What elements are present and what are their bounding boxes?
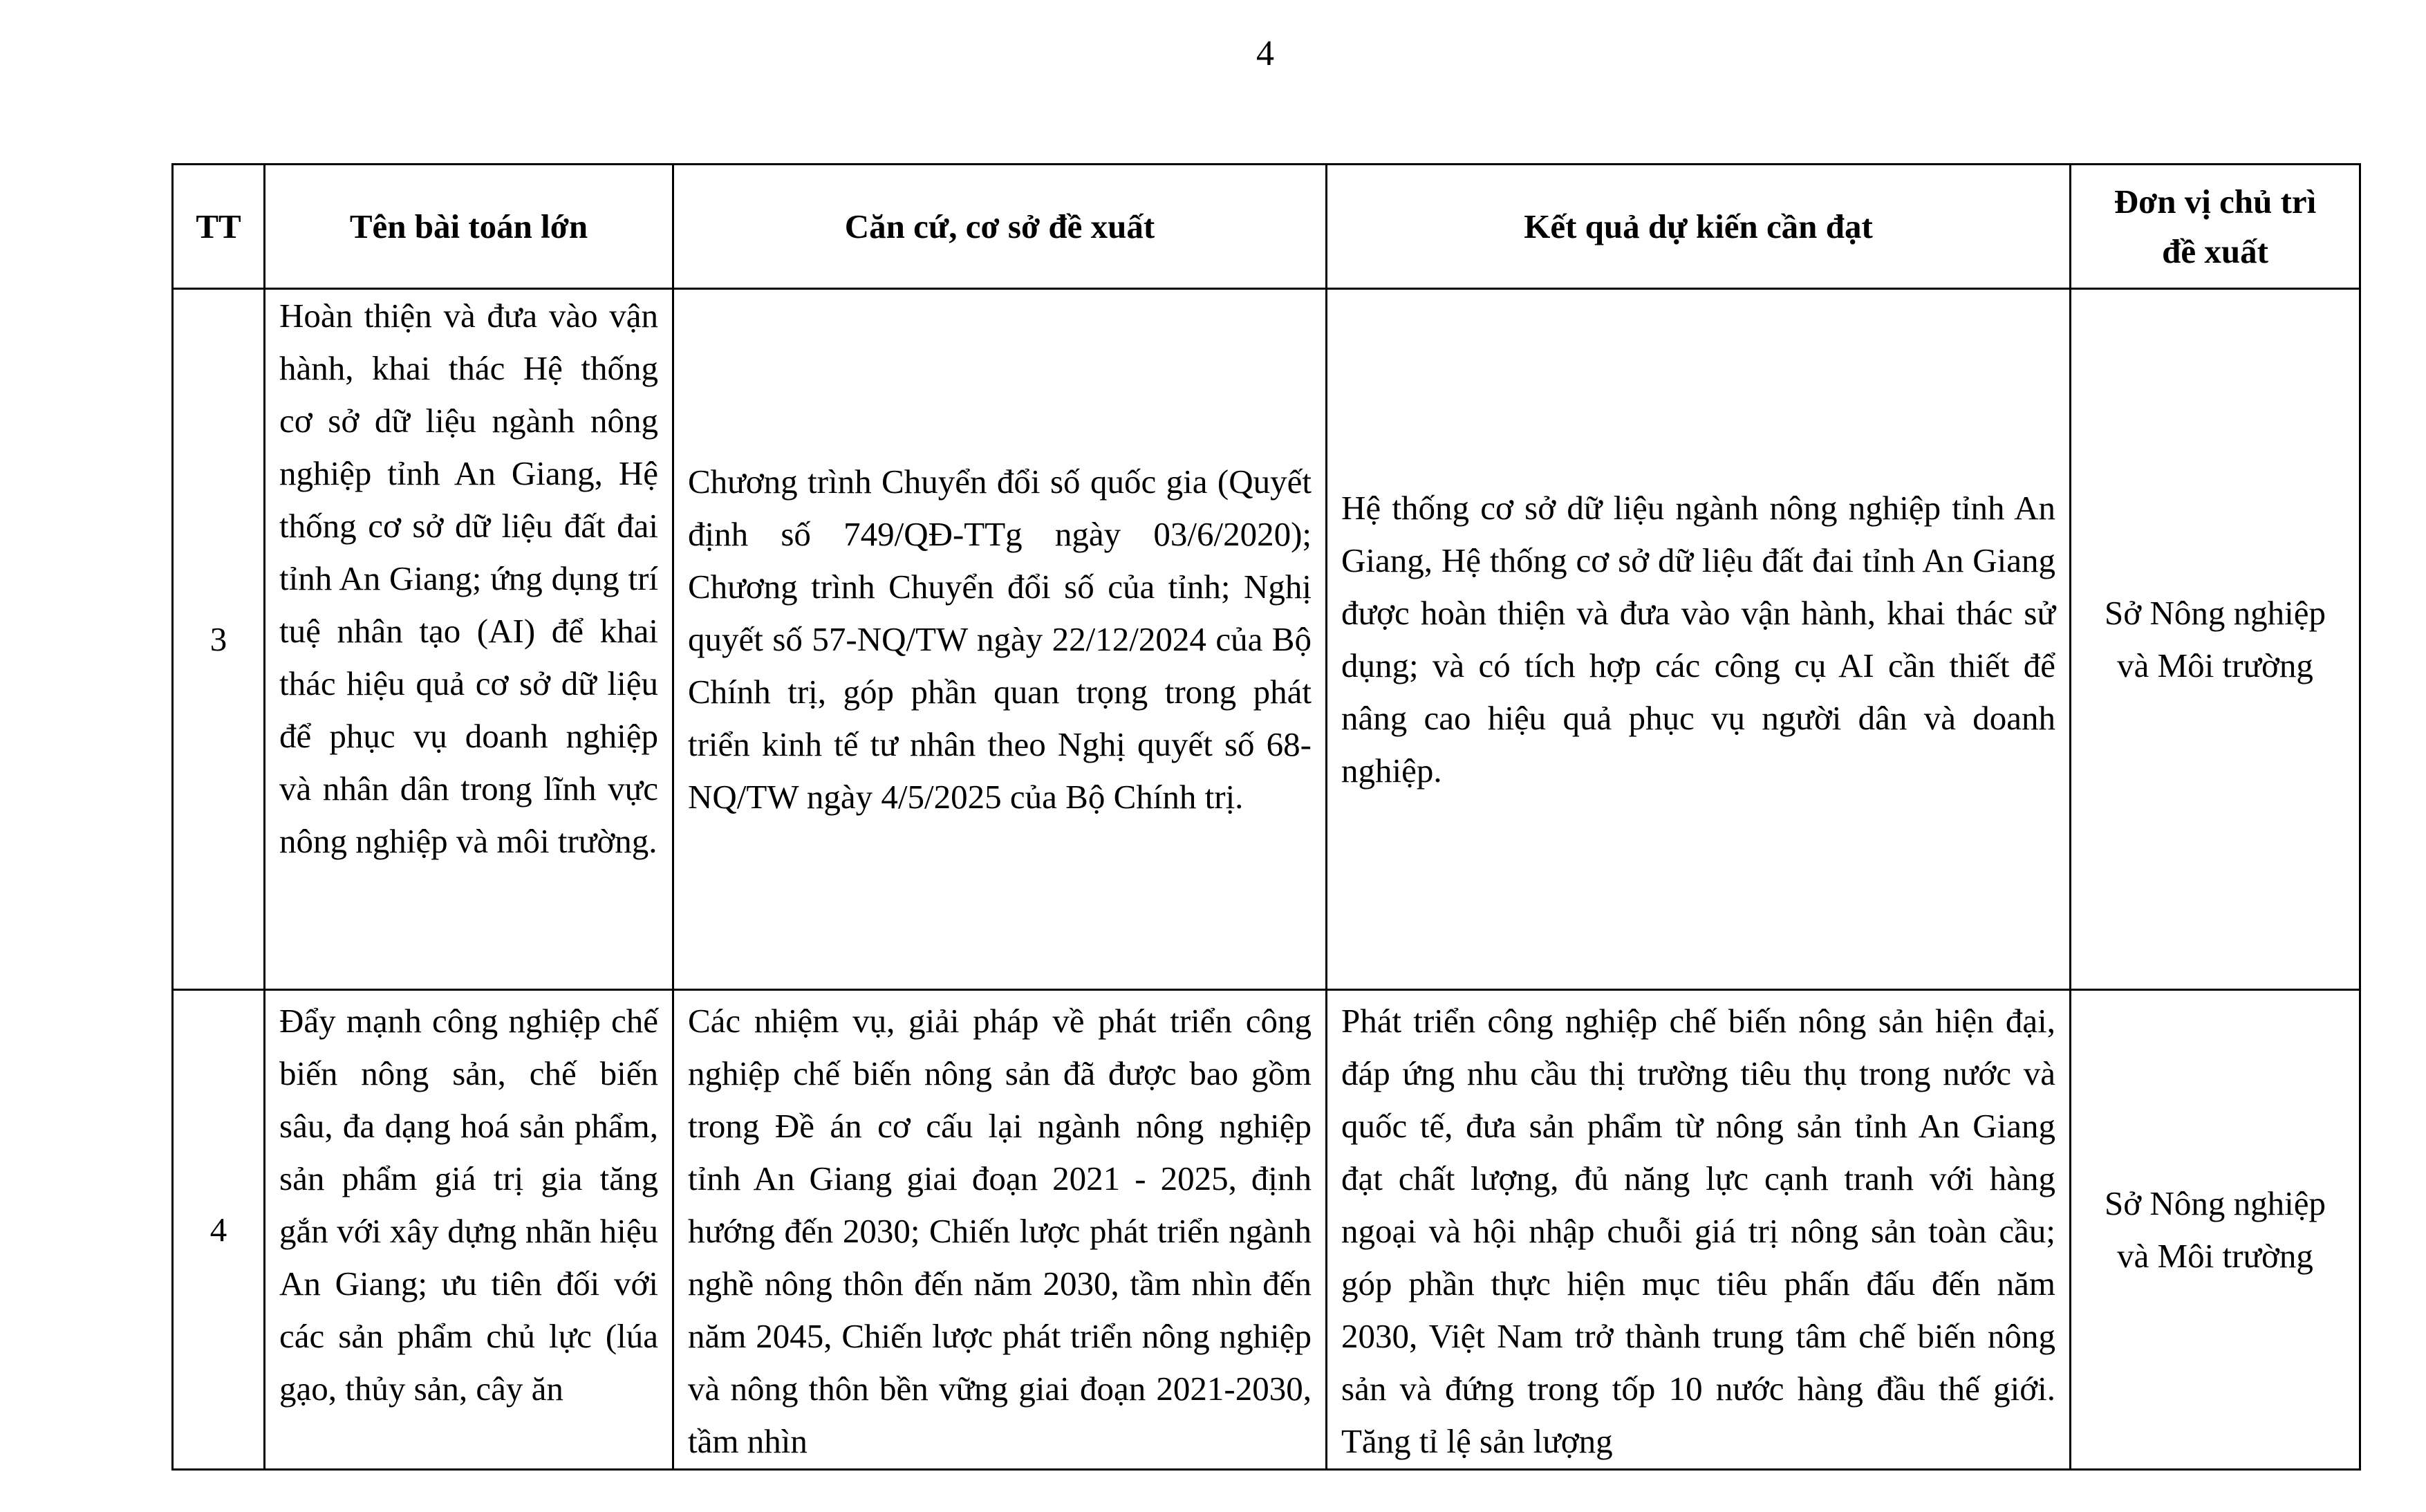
table-row (173, 289, 2360, 990)
header-basis: Căn cứ, cơ sở đề xuất (673, 165, 1327, 289)
row-number: 4 (173, 990, 265, 1470)
proposal-basis: Các nhiệm vụ, giải pháp về phát triển công nghiệp chế biến nông sản đã được bao gồm trong Đề án cơ cấu lại ngành nông nghiệp tỉnh An Giang giai đoạn 2021 - 2025, định hướng đến 2030; Chiến lược phát triển ngành nghề nông thôn đến năm 2030, tầm nhìn đến năm 2045, Chiến lược phát triển nông nghiệp và nông thôn bền vững giai đoạn 2021-2030, tầm nhìn (673, 990, 1327, 1470)
row-number: 3 (173, 289, 265, 990)
header-name: Tên bài toán lớn (265, 165, 673, 289)
table-row (173, 990, 2360, 1470)
page-number: 4 (1256, 34, 1274, 73)
proposal-basis: Chương trình Chuyển đổi số quốc gia (Quyết định số 749/QĐ-TTg ngày 03/6/2020); Chương trình Chuyển đổi số của tỉnh; Nghị quyết số 57-NQ/TW ngày 22/12/2024 của Bộ Chính trị, góp phần quan trọng trong phát triển kinh tế tư nhân theo Nghị quyết số 68-NQ/TW ngày 4/5/2025 của Bộ Chính trị. (673, 289, 1327, 990)
proposal-table (171, 163, 2361, 1471)
task-name: Đẩy mạnh công nghiệp chế biến nông sản, chế biến sâu, đa dạng hoá sản phẩm, sản phẩm giá trị gia tăng gắn với xây dựng nhãn hiệu An Giang; ưu tiên đối với các sản phẩm chủ lực (lúa gạo, thủy sản, cây ăn (265, 990, 673, 1470)
expected-result: Phát triển công nghiệp chế biến nông sản hiện đại, đáp ứng nhu cầu thị trường tiêu thụ trong nước và quốc tế, đưa sản phẩm từ nông sản tỉnh An Giang đạt chất lượng, đủ năng lực cạnh tranh với hàng ngoại và hội nhập chuỗi giá trị nông sản toàn cầu; góp phần thực hiện mục tiêu phấn đấu đến năm 2030, Việt Nam trở thành trung tâm chế biến nông sản và đứng trong tốp 10 nước hàng đầu thế giới. Tăng tỉ lệ sản lượng (1327, 990, 2071, 1470)
expected-result: Hệ thống cơ sở dữ liệu ngành nông nghiệp tỉnh An Giang, Hệ thống cơ sở dữ liệu đất đai tỉnh An Giang được hoàn thiện và đưa vào vận hành, khai thác sử dụng; và có tích hợp các công cụ AI cần thiết để nâng cao hiệu quả phục vụ người dân và doanh nghiệp. (1327, 289, 2071, 990)
lead-unit: Sở Nông nghiệp và Môi trường (2071, 990, 2360, 1470)
header-result: Kết quả dự kiến cần đạt (1327, 165, 2071, 289)
task-name: Hoàn thiện và đưa vào vận hành, khai thác Hệ thống cơ sở dữ liệu ngành nông nghiệp tỉnh An Giang, Hệ thống cơ sở dữ liệu đất đai tỉnh An Giang; ứng dụng trí tuệ nhân tạo (AI) để khai thác hiệu quả cơ sở dữ liệu để phục vụ doanh nghiệp và nhân dân trong lĩnh vực nông nghiệp và môi trường. (265, 289, 673, 990)
header-tt: TT (173, 165, 265, 289)
lead-unit: Sở Nông nghiệp và Môi trường (2071, 289, 2360, 990)
header-unit: Đơn vị chủ trì đề xuất (2071, 165, 2360, 289)
table-header-row (173, 165, 2360, 289)
